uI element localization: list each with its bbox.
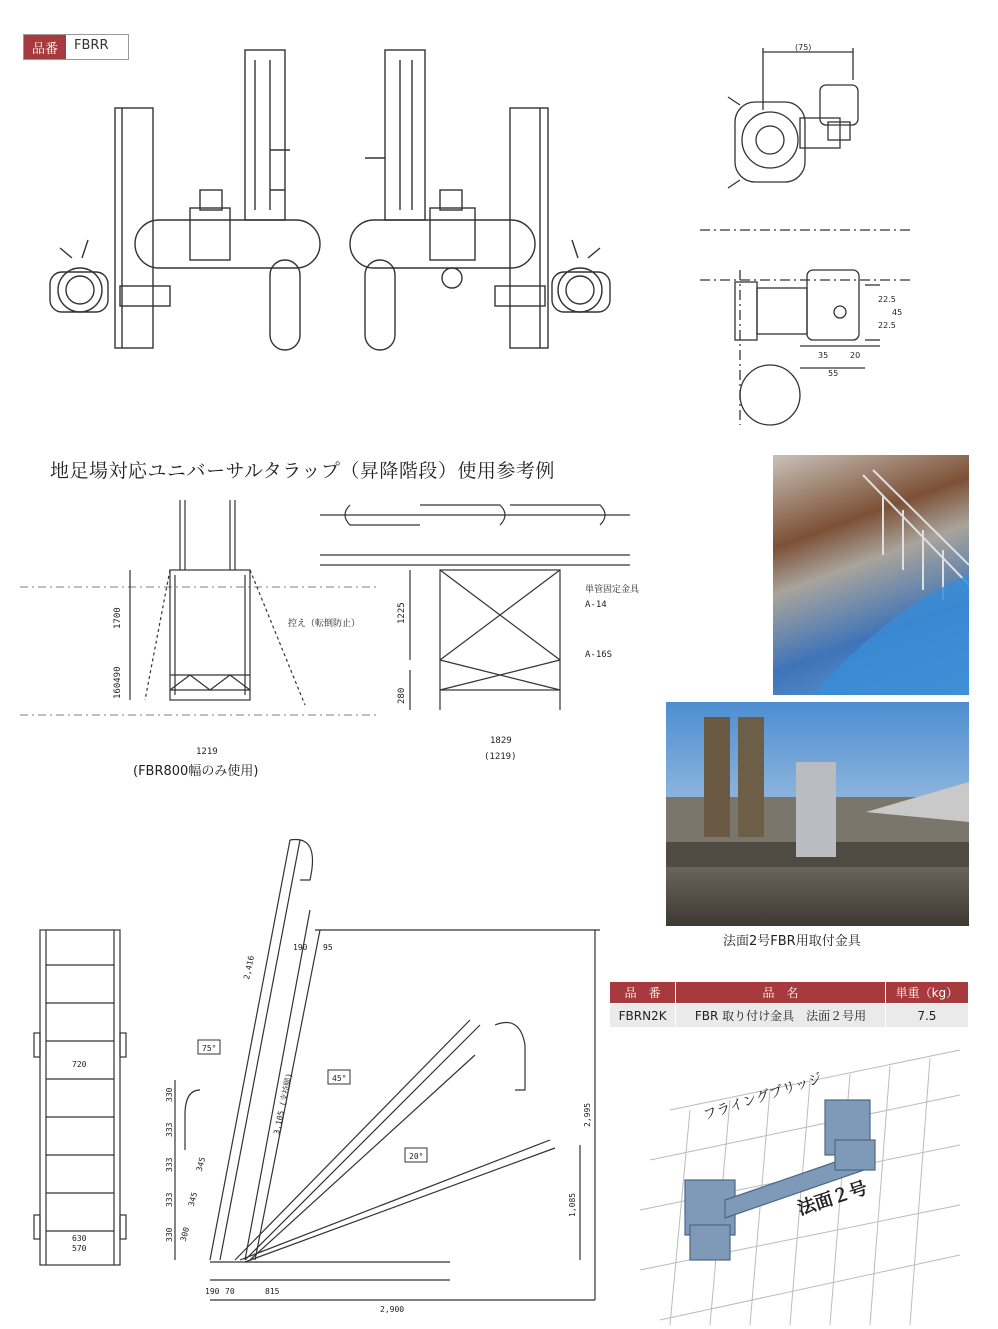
elevation-note: (FBR800幅のみ使用) [133, 764, 259, 779]
section-title: 地足場対応ユニバーサルタラップ（昇降階段）使用参考例 [50, 460, 555, 482]
dim-v3: 333 [165, 1157, 174, 1172]
fitting-label: 法面２号 [795, 1177, 871, 1220]
elev-h1: 1700 [113, 607, 123, 629]
dim-s3: 300 [178, 1226, 192, 1243]
elev-h2: 160490 [113, 666, 123, 699]
spec-weight: 7.5 [885, 1004, 968, 1028]
elevation-right-drawing [320, 495, 660, 795]
elev-width: 1219 [196, 747, 218, 757]
elev-r-w1: 1829 [490, 736, 512, 746]
spec-table [609, 981, 969, 1028]
site-photo-2 [666, 702, 969, 926]
plan-w2: 630 [72, 1234, 87, 1243]
bridge-label: フライングブリッジ [701, 1070, 825, 1124]
dim-d3: 45 [892, 308, 903, 317]
dim-v1: 330 [165, 1087, 174, 1102]
dim-b1: 190 [205, 1287, 220, 1296]
dim-r1: 2,995 [583, 1102, 592, 1127]
dim-top: (75) [795, 43, 812, 52]
spec-header-weight: 単重（kg） [885, 982, 968, 1004]
site-photo-1 [773, 455, 969, 695]
spec-code: FBRN2K [610, 1004, 676, 1028]
product-code-value: FBRR [66, 35, 128, 59]
clamp-drawing-left [40, 40, 640, 350]
elev-r-l2: A-14 [585, 600, 607, 610]
angle-75: 75° [202, 1044, 217, 1053]
ladder-plan-drawing [30, 925, 130, 1270]
dim-b2: 70 [225, 1287, 235, 1296]
clamp-detail-drawing [700, 40, 915, 430]
dim-d1: 22.5 [878, 295, 896, 304]
photo-caption: 法面2号FBR用取付金具 [723, 934, 861, 949]
dim-r2: 1,085 [568, 1192, 577, 1217]
elev-r-w2: (1219) [484, 752, 517, 762]
spec-row [610, 1004, 969, 1028]
dim-s1: 345 [194, 1156, 208, 1173]
angle-45: 45° [332, 1074, 347, 1083]
dim-top-190: 190 [293, 943, 308, 952]
dim-v5: 330 [165, 1227, 174, 1242]
dim-v4: 333 [165, 1192, 174, 1207]
dim-top-95: 95 [323, 943, 333, 952]
dim-b4: 2,900 [380, 1305, 405, 1314]
spec-header-name: 品 名 [676, 982, 886, 1004]
elev-r-l3: A-16S [585, 650, 613, 660]
plan-w1: 720 [72, 1060, 87, 1069]
dim-v2: 333 [165, 1122, 174, 1137]
dim-len2: 3,105 (支持脚) [272, 1072, 294, 1136]
dim-len: 2,416 [242, 954, 256, 981]
ladder-angle-drawing [150, 830, 610, 1320]
elev-r-h2: 280 [397, 687, 407, 704]
plan-w3: 570 [72, 1244, 87, 1253]
spec-header-code: 品 番 [610, 982, 676, 1004]
dim-d2: 22.5 [878, 321, 896, 330]
dim-d6: 55 [828, 369, 839, 378]
product-code-label: 品番 [24, 35, 66, 59]
elev-brace-label: 控え（転倒防止） [288, 619, 361, 629]
spec-name: FBR 取り付け金具 法面２号用 [676, 1004, 886, 1028]
dim-s2: 345 [186, 1191, 200, 1208]
dim-b3: 815 [265, 1287, 280, 1296]
dim-d4: 35 [818, 351, 829, 360]
angle-20: 20° [409, 1152, 424, 1161]
bridge-fitting-illustration [630, 1040, 970, 1325]
elev-r-h1: 1225 [397, 602, 407, 624]
dim-d5: 20 [850, 351, 861, 360]
elev-r-l1: 単管固定金具 [585, 585, 640, 595]
